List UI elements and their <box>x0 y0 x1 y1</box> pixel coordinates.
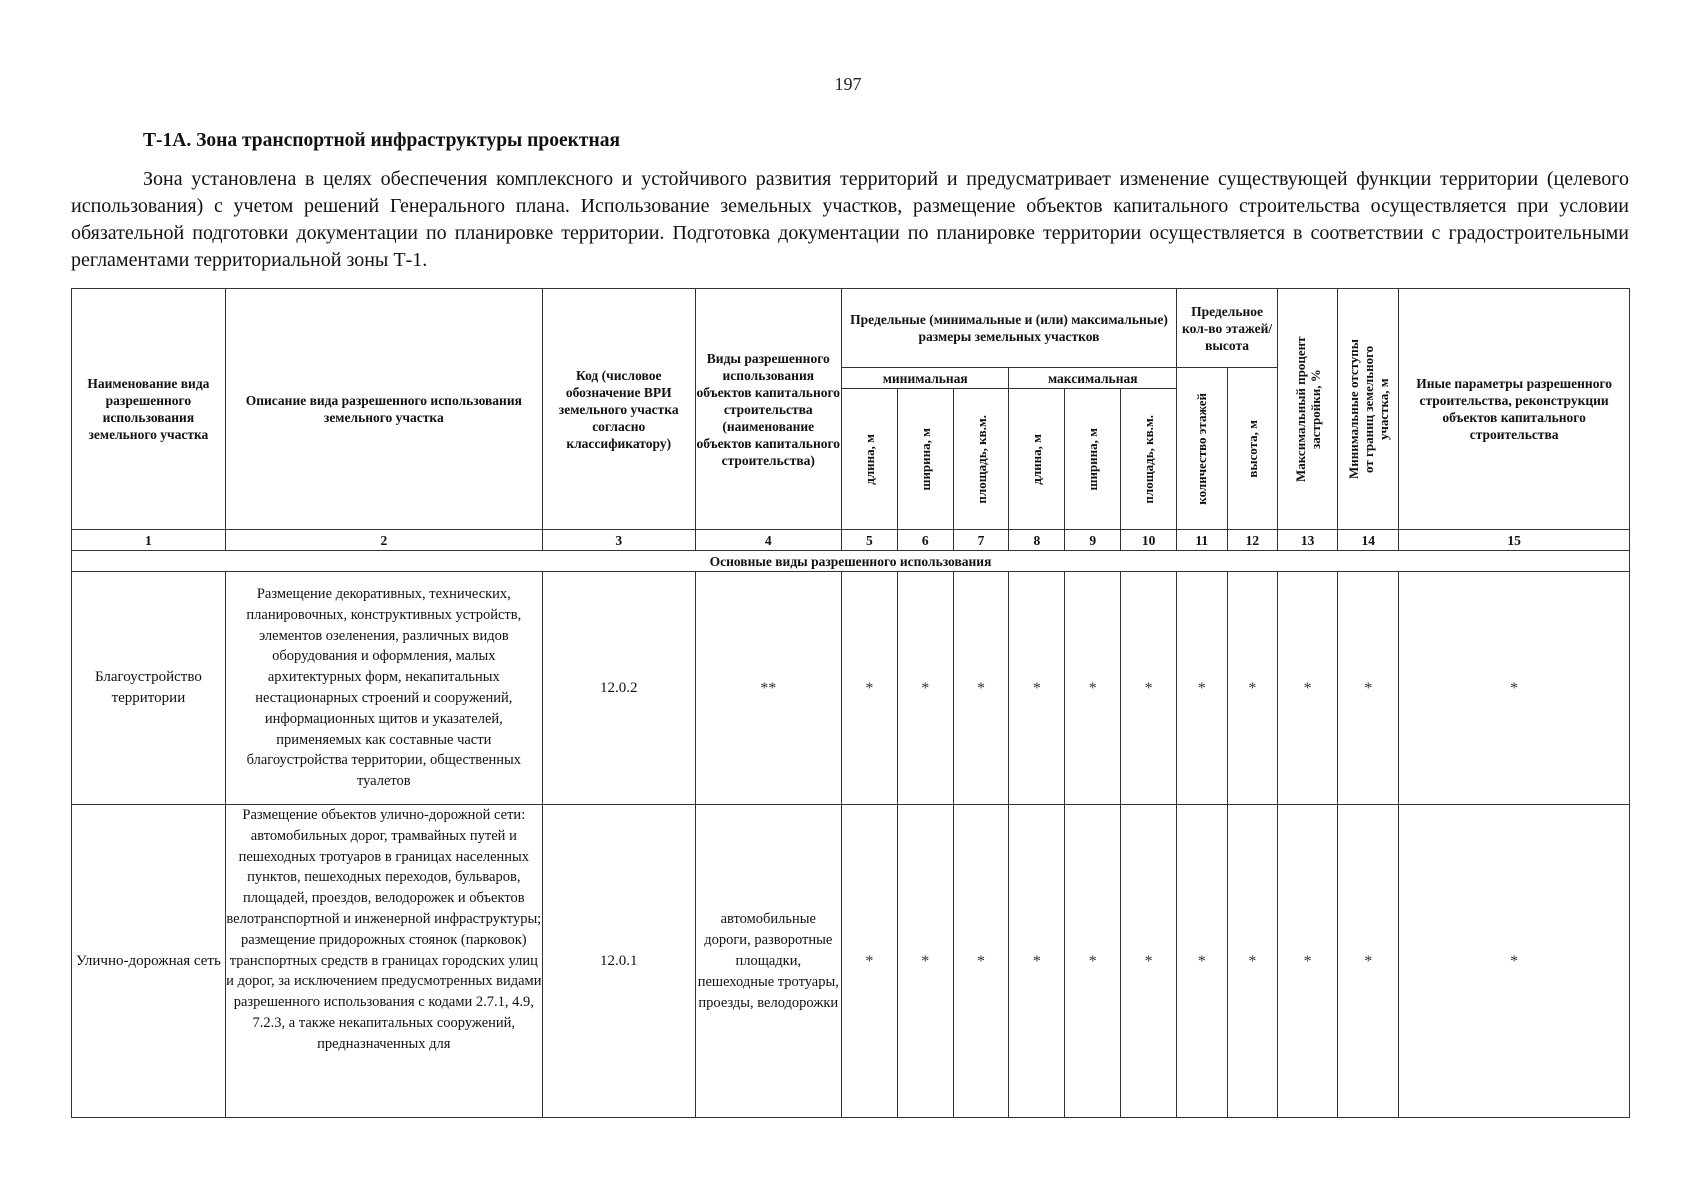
column-number: 9 <box>1065 530 1121 551</box>
header-name: Наименование вида разрешенного использования земельного участка <box>72 289 226 530</box>
param-value: * <box>1399 572 1630 805</box>
header-height: высота, м <box>1227 368 1278 530</box>
param-value: * <box>1338 572 1399 805</box>
param-value: * <box>1227 805 1278 1118</box>
header-floors: количество этажей <box>1177 368 1228 530</box>
section-title: Основные виды разрешенного использования <box>72 551 1630 572</box>
param-value: * <box>1065 572 1121 805</box>
header-max-area: площадь, кв.м. <box>1121 389 1177 530</box>
use-objects: автомобильные дороги, разворотные площадки, пешеходные тротуары, проезды, велодорожки <box>695 805 841 1118</box>
use-objects: ** <box>695 572 841 805</box>
header-other: Иные параметры разрешенного строительства, реконструкции объектов капитального строительства <box>1399 289 1630 530</box>
header-objects: Виды разрешенного использования объектов капитального строительства (наименование объектов капитального строительства) <box>695 289 841 530</box>
header-min-length: длина, м <box>841 389 897 530</box>
param-value: * <box>841 805 897 1118</box>
table-row <box>72 572 1630 805</box>
header-max-width: ширина, м <box>1065 389 1121 530</box>
header-floors-group: Предельное кол-во этажей/ высота <box>1177 289 1278 368</box>
param-value: * <box>1009 572 1065 805</box>
table-row <box>72 805 1630 1118</box>
header-coverage: Максимальный процент застройки, % <box>1278 289 1338 530</box>
column-number: 1 <box>72 530 226 551</box>
param-value: * <box>953 572 1009 805</box>
column-number: 12 <box>1227 530 1278 551</box>
header-max: максимальная <box>1009 368 1177 389</box>
param-value: * <box>1065 805 1121 1118</box>
param-value: * <box>1121 805 1177 1118</box>
column-number: 7 <box>953 530 1009 551</box>
column-number: 15 <box>1399 530 1630 551</box>
param-value: * <box>1278 572 1338 805</box>
use-code: 12.0.2 <box>542 572 695 805</box>
use-description: Размещение декоративных, технических, планировочных, конструктивных устройств, элементов озеленения, различных видов оборудования и оформления, малых архитектурных форм, некапитальных нестационарных строений и сооружений, информационных щитов и указателей, применяемых как составные части благоустройства территории, общественных туалетов <box>225 572 542 805</box>
column-number: 6 <box>897 530 953 551</box>
column-numbers-row <box>72 530 1630 551</box>
column-number: 8 <box>1009 530 1065 551</box>
header-limits: Предельные (минимальные и (или) максимальные) размеры земельных участков <box>841 289 1176 368</box>
header-setbacks: Минимальные отступы от границ земельного участка, м <box>1338 289 1399 530</box>
param-value: * <box>841 572 897 805</box>
column-number: 4 <box>695 530 841 551</box>
header-min: минимальная <box>841 368 1008 389</box>
column-number: 10 <box>1121 530 1177 551</box>
page-number: 197 <box>834 74 862 94</box>
column-number: 11 <box>1177 530 1228 551</box>
param-value: * <box>1227 572 1278 805</box>
column-number: 3 <box>542 530 695 551</box>
use-code: 12.0.1 <box>542 805 695 1118</box>
header-description: Описание вида разрешенного использования земельного участка <box>225 289 542 530</box>
regulations-table <box>71 288 1630 1118</box>
header-max-length: длина, м <box>1009 389 1065 530</box>
param-value: * <box>953 805 1009 1118</box>
param-value: * <box>1009 805 1065 1118</box>
param-value: * <box>1177 805 1228 1118</box>
column-number: 2 <box>225 530 542 551</box>
header-min-area: площадь, кв.м. <box>953 389 1009 530</box>
use-name: Улично-дорожная сеть <box>72 805 226 1118</box>
column-number: 13 <box>1278 530 1338 551</box>
column-number: 14 <box>1338 530 1399 551</box>
zone-title: Т-1А. Зона транспортной инфраструктуры проектная <box>143 130 620 151</box>
param-value: * <box>1177 572 1228 805</box>
intro-paragraph: Зона установлена в целях обеспечения комплексного и устойчивого развития территорий и предусматривает изменение существующей функции территории (целевого использования) с учетом решений Генерального плана. Использование земельных участков, размещение объектов капитального строительства осуществляется при условии обязательной подготовки документации по планировке территории. Подготовка документации по планировке территории осуществляется в соответствии с градостроительными регламентами территориальной зоны Т-1. <box>71 168 1629 271</box>
param-value: * <box>1338 805 1399 1118</box>
header-code: Код (числовое обозначение ВРИ земельного участка согласно классификатору) <box>542 289 695 530</box>
column-number: 5 <box>841 530 897 551</box>
use-description: Размещение объектов улично-дорожной сети: автомобильных дорог, трамвайных путей и пешеходных тротуаров в границах населенных пунктов, пешеходных переходов, бульваров, площадей, проездов, велодорожек и объектов велотранспортной и инженерной инфраструктуры; размещение придорожных стоянок (парковок) транспортных средств в границах городских улиц и дорог, за исключением предусмотренных видами разрешенного использования с кодами 2.7.1, 4.9, 7.2.3, а также некапитальных сооружений, предназначенных для <box>225 805 542 1118</box>
param-value: * <box>1278 805 1338 1118</box>
header-min-width: ширина, м <box>897 389 953 530</box>
use-name: Благоустройство территории <box>72 572 226 805</box>
param-value: * <box>897 805 953 1118</box>
param-value: * <box>1399 805 1630 1118</box>
param-value: * <box>1121 572 1177 805</box>
param-value: * <box>897 572 953 805</box>
